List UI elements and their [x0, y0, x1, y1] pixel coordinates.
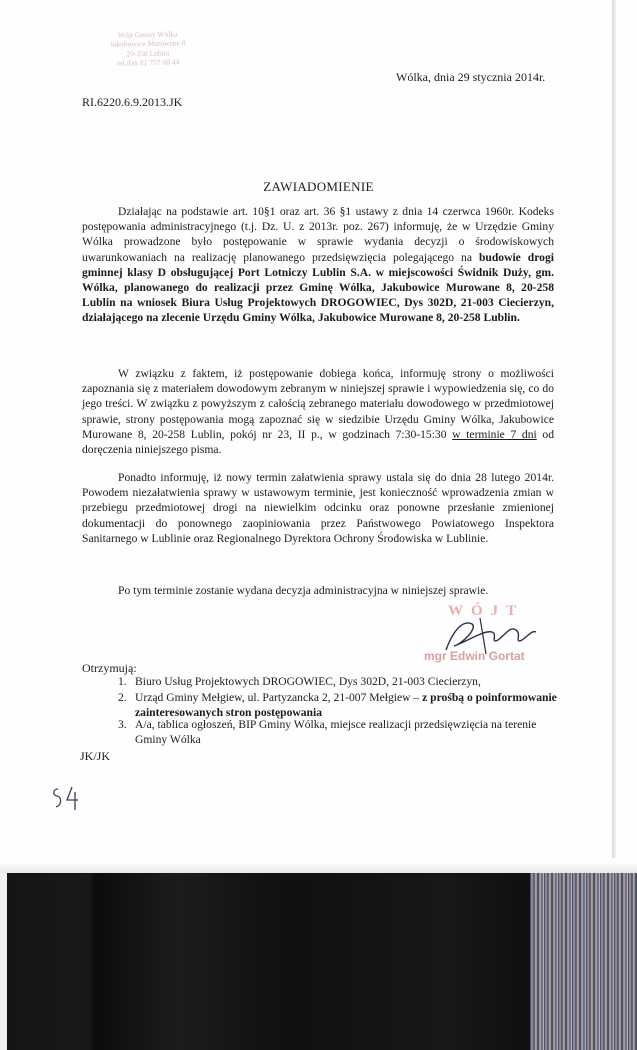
recipient-text: Urząd Gminy Mełgiew, ul. Partyzancka 2, 21-007 Mełgiew – — [135, 691, 423, 704]
recipient-number: 2. — [118, 691, 127, 704]
recipients-label: Otrzymują: — [82, 661, 137, 675]
page-edge-shadow — [612, 0, 616, 858]
recipient-item — [118, 675, 558, 691]
document-title: ZAWIADOMIENIE — [263, 179, 374, 194]
paragraph-legal-basis — [82, 204, 554, 326]
recipient-bold-text: z prośbą o poinformowanie zainteresowanych stron postępowania — [135, 691, 557, 719]
paragraph-decision: Po tym terminie zostanie wydana decyzja administracyjna w niniejszej sprawie. — [118, 584, 489, 597]
recipient-number: 1. — [118, 675, 127, 688]
stamp-line: 20-258 Lublin — [126, 48, 170, 59]
paragraph-new-deadline: Ponadto informuję, iż nowy termin załatwienia sprawy ustala się do dnia 28 lutego 2014r. Powodem niezałatwienia sprawy w ustawowym terminie, jest konieczność wprowadzenia zmian w przebiegu przedmiotowej drogi na niewielkim odcinku oraz ponowne przesłanie zmienionej dokumentacji do ponownego zaopiniowania przez Państwowego Powiatowego Inspektora Sanitarnego w Lublinie oraz Regionalnego Dyrektora Ochrony Środowiska w Lublinie. — [82, 471, 554, 545]
recipient-text: Biuro Usług Projektowych DROGOWIEC, Dys 302D, 21-003 Ciecierzyn, — [135, 675, 481, 688]
date-line: Wólka, dnia 29 stycznia 2014r. — [396, 70, 546, 84]
paragraph-text: Działając na podstawie art. 10§1 oraz art. 36 §1 ustawy z dnia 14 czerwca 1960r. Kodeks postępowania administracyjnego (t.j. Dz. U. z 2013r. poz. 267) informuję, że w Urzędzie Gminy Wólka prowadzone było postępowanie w sprawie wydania decyzji o środowiskowych uwarunkowaniach na realizację planowanego przedsięwzięcia polegającego na — [82, 205, 554, 264]
stamp-line: tel./fax 81 757 68 44 — [116, 57, 180, 68]
paragraph-evidence — [82, 366, 554, 457]
office-stamp — [78, 29, 219, 79]
stamp-line: Wójt Gminy Wólka — [117, 29, 178, 40]
recipient-item — [118, 718, 558, 747]
signature-stamp-name: mgr Edwin Gortat — [424, 649, 525, 663]
author-initials: JK/JK — [80, 749, 111, 763]
paragraph-text: od doręczenia niniejszego pisma. — [82, 427, 554, 457]
recipient-item — [118, 691, 558, 718]
scanner-color-artifacts — [530, 873, 637, 1050]
scanner-left-strip — [0, 873, 7, 1050]
page-bottom-edge — [0, 862, 637, 873]
deadline-underlined: w terminie 7 dni — [452, 427, 537, 441]
recipient-text: A/a, tablica ogłoszeń, BIP Gminy Wólka, miejsce realizacji przedsięwzięcia na terenie Gminy Wólka — [135, 718, 537, 746]
reference-number: RI.6220.6.9.2013.JK — [82, 95, 183, 109]
handwritten-page-number — [48, 783, 88, 813]
paragraph-bold-text: budowie drogi gminnej klasy D obsługującej Port Lotniczy Lublin S.A. w miejscowości Świdnik Duży, gm. Wólka, planowanego do realizacji przez Gminę Wólka, Jakubowice Murowane 8, 20-258 Lublin na wniosek Biura Usług Projektowych DROGOWIEC, Dys 302D, 21-003 Ciecierzyn, działającego na zlecenie Urzędu Gminy Wólka, Jakubowice Murowane 8, 20-258 Lublin. — [82, 250, 554, 325]
signature-stamp-title: WÓJT — [448, 603, 525, 619]
recipients-list — [118, 675, 558, 747]
recipient-number: 3. — [118, 718, 127, 731]
stamp-line: Jakubowice Murowane 8 — [110, 38, 186, 50]
paragraph-text: W związku z faktem, iż postępowanie dobiega końca, informuję strony o możliwości zapoznania się z materiałem dowodowym zebranym w niniejszej sprawie i wypowiedzenia się, co do jego treści. W związku z powyższym z całością zebranego materiału dowodowego w przedmiotowej sprawie, strony postępowania mogą zapoznać się w siedzibie Urzędu Gminy Wólka, Jakubowice Murowane 8, 20-258 Lublin, pokój nr 23, II p., w godzinach 7:30-15:30 — [82, 367, 554, 441]
